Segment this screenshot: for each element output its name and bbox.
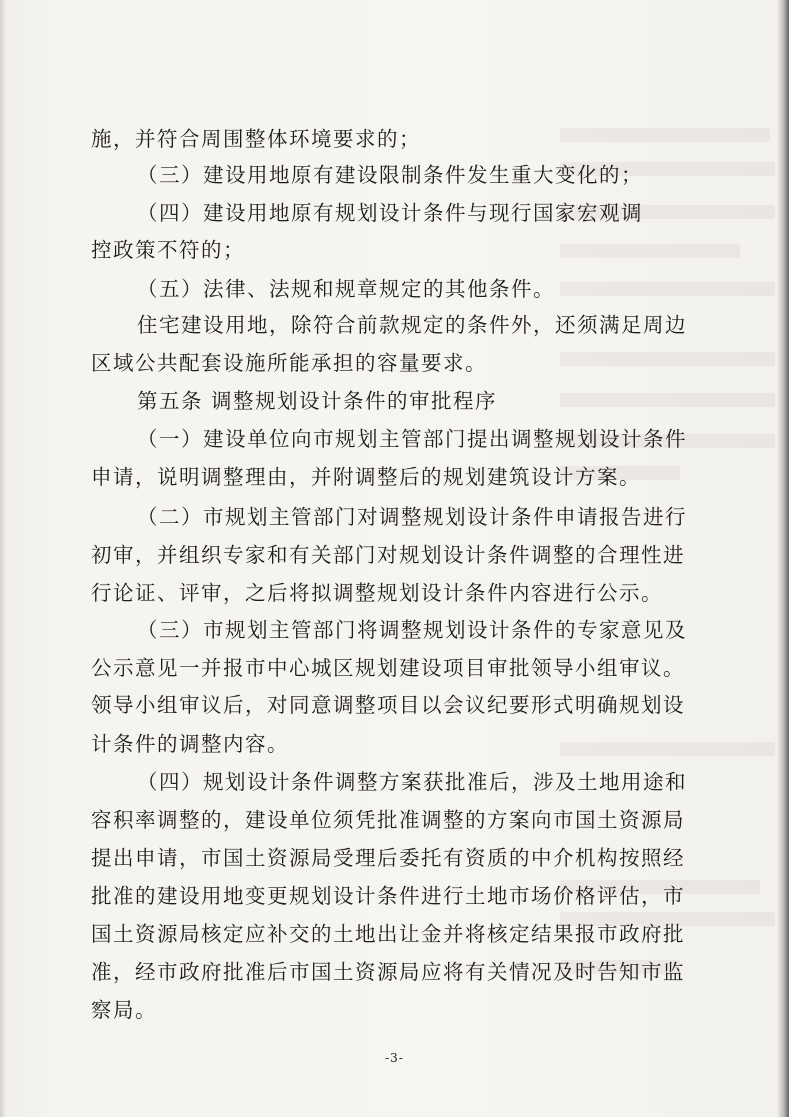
text-line-21: 批准的建设用地变更规划设计条件进行土地市场价格评估，市 [91, 884, 685, 908]
text-line-20: 提出申请，市国土资源局受理后委托有资质的中介机构按照经 [91, 846, 685, 870]
section-heading-article-5: 第五条 调整规划设计条件的审批程序 [137, 389, 498, 413]
text-line-11: （二）市规划主管部门对调整规划设计条件申请报告进行 [137, 505, 687, 529]
text-line-4: 控政策不符的； [91, 238, 245, 262]
page-number: -3- [385, 1051, 404, 1065]
text-line-14: （三）市规划主管部门将调整规划设计条件的专家意见及 [137, 618, 687, 642]
text-line-3: （四）建设用地原有规划设计条件与现行国家宏观调 [137, 201, 643, 225]
text-line-2: （三）建设用地原有建设限制条件发生重大变化的； [137, 163, 643, 187]
text-line-15: 公示意见一并报市中心城区规划建设项目审批领导小组审议。 [91, 656, 685, 680]
scan-right-edge [777, 0, 789, 1117]
text-line-1: 施，并符合周围整体环境要求的； [91, 127, 421, 151]
text-line-12: 初审，并组织专家和有关部门对规划设计条件调整的合理性进 [91, 543, 685, 567]
text-line-19: 容积率调整的，建设单位须凭批准调整的方案向市国土资源局 [91, 808, 685, 832]
text-line-24: 察局。 [91, 998, 157, 1022]
text-line-17: 计条件的调整内容。 [91, 732, 289, 756]
text-line-5: （五）法律、法规和规章规定的其他条件。 [137, 277, 555, 301]
text-line-22: 国土资源局核定应补交的土地出让金并将核定结果报市政府批 [91, 922, 685, 946]
text-line-18: （四）规划设计条件调整方案获批准后，涉及土地用途和 [137, 770, 687, 794]
text-line-6: 住宅建设用地，除符合前款规定的条件外，还须满足周边 [137, 313, 687, 337]
scan-left-edge [0, 0, 6, 1117]
text-line-16: 领导小组审议后，对同意调整项目以会议纪要形式明确规划设 [91, 693, 685, 717]
text-line-23: 准，经市政府批准后市国土资源局应将有关情况及时告知市监 [91, 960, 685, 984]
text-line-10: 申请，说明调整理由，并附调整后的规划建筑设计方案。 [91, 465, 641, 489]
text-line-9: （一）建设单位向市规划主管部门提出调整规划设计条件 [137, 427, 687, 451]
text-line-13: 行论证、评审，之后将拟调整规划设计条件内容进行公示。 [91, 581, 663, 605]
text-line-7: 区域公共配套设施所能承担的容量要求。 [91, 351, 487, 375]
